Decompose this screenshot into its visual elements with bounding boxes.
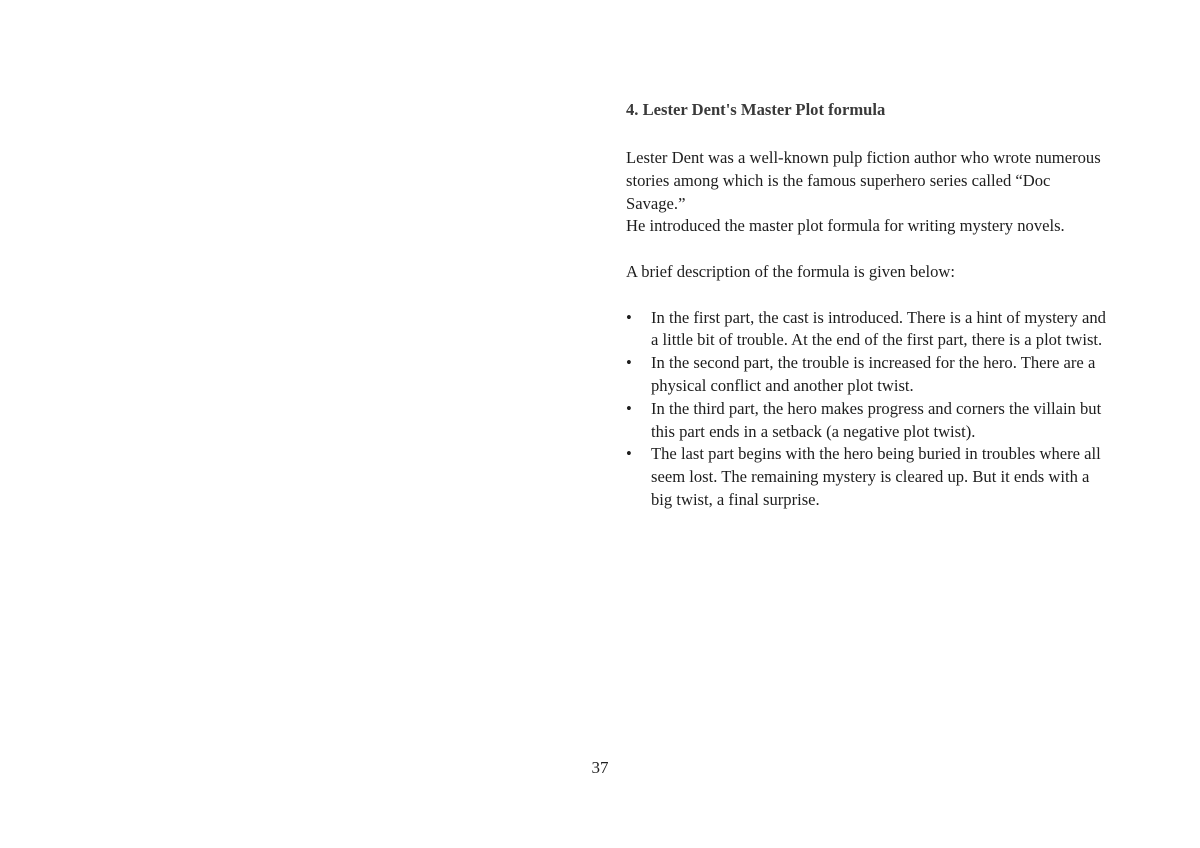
list-item-text: The last part begins with the hero being buried in troubles where all seem lost. The remaining mystery is cleared up. But it ends with a big twist, a final surprise. bbox=[651, 444, 1101, 509]
spacer bbox=[626, 284, 1106, 307]
intro-paragraph: Lester Dent was a well-known pulp fiction author who wrote numerous stories among which is the famous superhero series called “Doc Savage.” bbox=[626, 148, 1101, 213]
section-heading: 4. Lester Dent's Master Plot formula bbox=[626, 100, 886, 119]
bullet-marker: • bbox=[626, 307, 632, 327]
list-item bbox=[626, 443, 1106, 511]
spacer bbox=[626, 123, 1106, 147]
bullet-marker: • bbox=[626, 353, 632, 373]
formula-description: A brief description of the formula is given below: bbox=[626, 261, 956, 281]
list-item bbox=[626, 352, 1106, 398]
intro-paragraph-continued: He introduced the master plot formula for writing mystery novels. bbox=[626, 216, 1065, 236]
list-item bbox=[626, 307, 1106, 353]
list-item-text: In the first part, the cast is introduced. There is a hint of mystery and a little bit of trouble. At the end of the first part, there is a plot twist. bbox=[651, 307, 1106, 350]
bullet-marker: • bbox=[626, 398, 632, 418]
formula-parts-list bbox=[626, 307, 1106, 512]
list-item-text: In the third part, the hero makes progress and corners the villain but this part ends in a setback (a negative plot twist). bbox=[651, 398, 1102, 441]
spacer bbox=[626, 238, 1106, 261]
list-item bbox=[626, 398, 1106, 444]
list-item-text: In the second part, the trouble is increased for the hero. There are a physical conflict and another plot twist. bbox=[651, 353, 1096, 395]
text-column bbox=[626, 97, 1106, 512]
bullet-marker: • bbox=[626, 444, 632, 464]
page-number: 37 bbox=[591, 758, 609, 777]
